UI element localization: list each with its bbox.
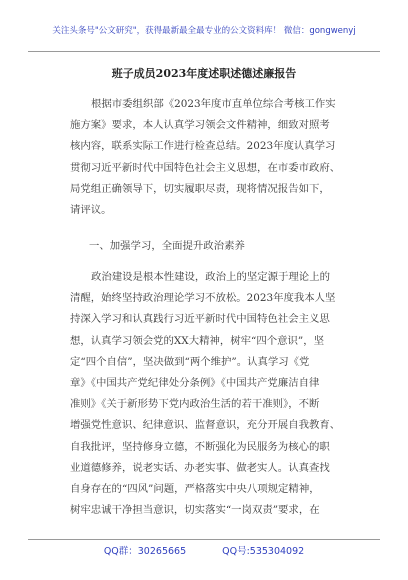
paragraph-line: 施方案》要求，本人认真学习领会文件精神，细致对照考: [70, 119, 330, 132]
footer-qq-number: QQ号:535304092: [222, 546, 305, 557]
paragraph-line: 请评议。: [70, 204, 112, 217]
paragraph-line: 章》《中国共产党纪律处分条例》《中国共产党廉洁自律: [70, 377, 320, 390]
header-notice: 关注头条号"公文研究"，获得最新最全最专业的公文资料库！ 微信：gongwenyj: [52, 26, 356, 36]
paragraph-line: 根据市委组织部《2023年度市直单位综合考核工作实: [91, 98, 336, 110]
paragraph-political: [70, 267, 348, 521]
section-heading: 一、加强学习，全面提升政治素养: [89, 240, 245, 252]
paragraph-intro: [70, 94, 348, 221]
paragraph-line: 自身存在的“四风”问题，严格落实中央八项规定精神，: [70, 483, 320, 496]
page-header: [0, 0, 408, 52]
paragraph-line: 持深入学习和认真践行习近平新时代中国特色社会主义思: [70, 313, 330, 326]
paragraph-line: 核内容，联系实际工作进行检查总结。2023年度认真学习: [70, 140, 336, 153]
paragraph-line: 贯彻习近平新时代中国特色社会主义思想，在市委市政府、: [70, 161, 341, 174]
header-divider: [28, 51, 380, 52]
paragraph-line: 政治建设是根本性建设，政治上的坚定源于理论上的: [91, 271, 330, 283]
paragraph-line: 想，认真学习领会党的XX大精神，树牢“四个意识”，坚: [70, 334, 325, 347]
page-footer: [0, 543, 408, 557]
paragraph-line: 树牢忠诚干净担当意识，切实落实“一岗双责”要求，在: [70, 504, 320, 517]
paragraph-line: 局党组正确领导下，切实履职尽责，现将情况报告如下，: [70, 182, 330, 195]
footer-divider: [28, 539, 380, 540]
paragraph-line: 增强党性意识、纪律意识、监督意识，充分开展自我教育、: [70, 419, 341, 432]
paragraph-line: 定“四个自信”，坚决做到“两个维护”。认真学习《党: [70, 355, 310, 368]
document-title: 班子成员2023年度述职述德述廉报告: [111, 67, 297, 80]
footer-qq-group: QQ群：30265665: [103, 546, 187, 557]
paragraph-line: 自我批评，坚持修身立德，不断强化为民服务为核心的职: [70, 440, 330, 453]
paragraph-line: 业道德修养，说老实话、办老实事、做老实人。认真查找: [70, 461, 330, 474]
paragraph-line: 准则》《关于新形势下党内政治生活的若干准则》，不断: [70, 398, 320, 411]
paragraph-line: 清醒，始终坚持政治理论学习不放松。2023年度我本人坚: [70, 292, 336, 305]
